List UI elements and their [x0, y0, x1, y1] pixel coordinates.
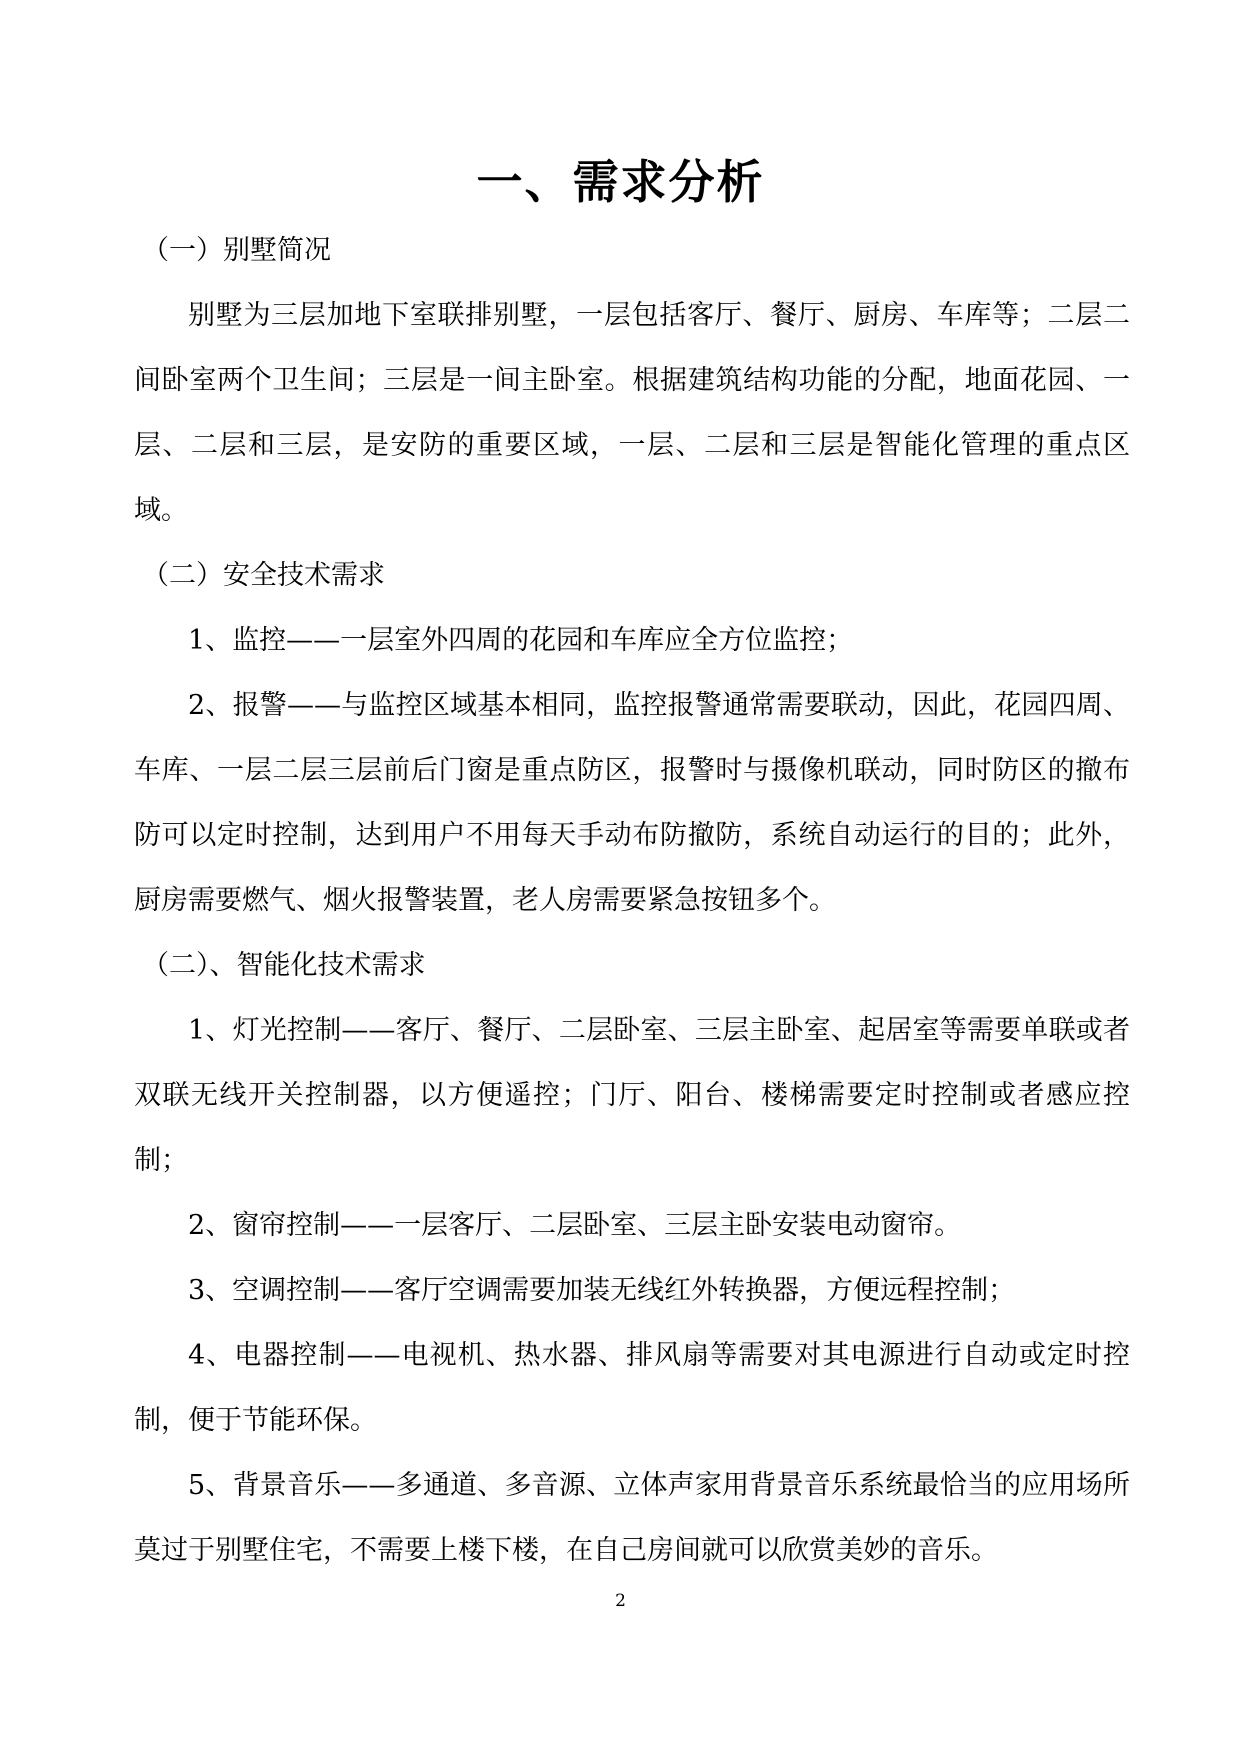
paragraph-curtain: 2、窗帘控制——一层客厅、二层卧室、三层主卧安装电动窗帘。: [188, 1210, 962, 1241]
paragraph-background-music: 5、背景音乐——多通道、多音源、立体声家用背景音乐系统最恰当的应用场所莫过于别墅住宅，不需要上楼下楼，在自己房间就可以欣赏美妙的音乐。: [134, 1470, 1130, 1566]
section-heading-security: （二）安全技术需求: [142, 560, 385, 591]
page-number: 2: [615, 1591, 626, 1611]
section-heading-overview: （一）别墅简况: [142, 235, 331, 266]
document-body: [134, 218, 1130, 1583]
paragraph-lighting: 1、灯光控制——客厅、餐厅、二层卧室、三层主卧室、起居室等需要单联或者双联无线开关控制器，以方便遥控；门厅、阳台、楼梯需要定时控制或者感应控制；: [134, 1015, 1130, 1176]
paragraph-appliance: 4、电器控制——电视机、热水器、排风扇等需要对其电源进行自动或定时控制，便于节能环保。: [134, 1340, 1130, 1436]
paragraph-monitoring: 1、监控——一层室外四周的花园和车库应全方位监控；: [188, 625, 854, 656]
paragraph-alarm: 2、报警——与监控区域基本相同，监控报警通常需要联动，因此，花园四周、车库、一层二层三层前后门窗是重点防区，报警时与摄像机联动，同时防区的撤布防可以定时控制，达到用户不用每天手动布防撤防，系统自动运行的目的；此外，厨房需要燃气、烟火报警装置，老人房需要紧急按钮多个。: [134, 690, 1130, 916]
paragraph-air-conditioning: 3、空调控制——客厅空调需要加装无线红外转换器，方便远程控制；: [188, 1275, 1016, 1306]
paragraph-overview: 别墅为三层加地下室联排别墅，一层包括客厅、餐厅、厨房、车库等；二层二间卧室两个卫生间；三层是一间主卧室。根据建筑结构功能的分配，地面花园、一层、二层和三层，是安防的重要区域，一层、二层和三层是智能化管理的重点区域。: [134, 300, 1130, 526]
section-heading-smart: （二）、智能化技术需求: [142, 950, 426, 981]
page-title: 一、需求分析: [476, 155, 765, 209]
